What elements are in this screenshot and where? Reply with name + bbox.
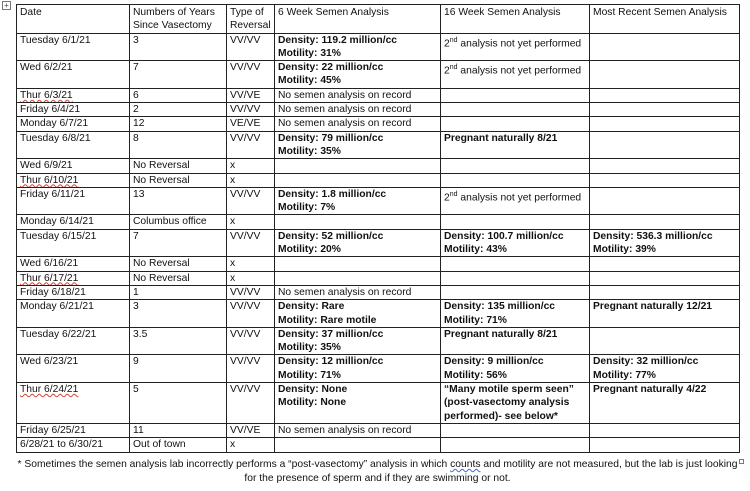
cell-date [17,33,130,61]
cell-16-week-line: 2nd analysis not yet performed [444,190,582,204]
cell-reversal-type: x [227,215,275,229]
cell-16-week-line: Density: 9 million/cc [444,356,544,368]
cell-6-week-line: Density: None [278,384,348,396]
cell-date [17,215,130,229]
col-header-date: Date [17,5,130,34]
cell-date-text: 6/28/21 to 6/30/21 [20,439,104,451]
cell-6-week-line: Motility: 71% [278,369,341,381]
cell-years: 9 [130,355,227,383]
cell-6-week-line: Motility: None [278,397,347,409]
col-header-type: Type of Reversal [227,5,275,34]
cell-years: No Reversal [130,257,227,271]
cell-6-week-line: Density: 1.8 million/cc [278,188,387,200]
cell-date-text: Wed 6/2/21 [20,62,73,74]
cell-years: 11 [130,424,227,438]
cell-16-week-line: Pregnant naturally 8/21 [444,132,558,144]
cell-16-week-line: Density: 135 million/cc [444,301,556,313]
cell-16-week-line: Motility: 71% [444,314,507,326]
col-header-6-week: 6 Week Semen Analysis [275,5,441,34]
cell-6-week-line: Motility: 35% [278,145,341,157]
cell-years: Columbus office [130,215,227,229]
cell-most-recent-line: Pregnant naturally 4/22 [593,384,707,396]
cell-most-recent [590,131,740,159]
footnote: * Sometimes the semen analysis lab incorrectly performs a “post-vasectomy” analysis in which counts and motility are not measured, but the lab is just looking for the presence of sperm and if they are swimming or not. [17,459,738,484]
cell-6-week [275,355,441,383]
cell-6-week-line: Density: 79 million/cc [278,132,384,144]
cell-reversal-type: VE/VE [227,117,275,131]
col-header-16-week: 16 Week Semen Analysis [441,5,590,34]
cell-6-week [275,215,441,229]
cell-years: 2 [130,103,227,117]
cell-6-week [275,131,441,159]
cell-date [17,103,130,117]
table-row [17,88,740,102]
cell-date [17,187,130,215]
col-header-most-recent: Most Recent Semen Analysis [590,5,740,34]
cell-date-text: Friday 6/25/21 [20,425,86,437]
cell-date-text: Monday 6/14/21 [20,216,94,228]
cell-most-recent [590,187,740,215]
cell-most-recent [590,215,740,229]
cell-date [17,300,130,328]
cell-6-week-line: Density: 37 million/cc [278,328,384,340]
table-row [17,173,740,187]
cell-16-week [441,159,590,173]
cell-reversal-type: VV/VV [227,103,275,117]
cell-16-week-line: Motility: 43% [444,244,507,256]
table-row [17,61,740,89]
cell-16-week [441,424,590,438]
table-row [17,327,740,355]
cell-years: 5 [130,383,227,424]
cell-6-week-line: No semen analysis on record [278,286,412,298]
cell-most-recent-line: Motility: 39% [593,244,656,256]
cell-6-week [275,187,441,215]
cell-most-recent [590,327,740,355]
col-header-years: Numbers of Years Since Vasectomy [130,5,227,34]
cell-16-week [441,438,590,452]
cell-date-text: Thur 6/24/21 [20,384,79,396]
cell-most-recent [590,271,740,285]
table-row [17,257,740,271]
cell-16-week-line: Pregnant naturally 8/21 [444,328,558,340]
cell-years: 3 [130,300,227,328]
cell-date-text: Friday 6/4/21 [20,104,81,116]
cell-most-recent-line: Density: 536.3 million/cc [593,230,713,242]
cell-reversal-type: VV/VV [227,327,275,355]
cell-16-week [441,103,590,117]
cell-6-week-line: Motility: 45% [278,75,341,87]
cell-date-text: Friday 6/11/21 [20,188,86,200]
table-row [17,438,740,452]
cell-16-week [441,117,590,131]
table-row [17,187,740,215]
table-move-handle-icon[interactable]: + [2,1,11,10]
cell-years: No Reversal [130,271,227,285]
cell-reversal-type: VV/VV [227,229,275,257]
cell-6-week-line: Density: Rare [278,301,345,313]
cell-6-week [275,229,441,257]
cell-6-week-line: Motility: 35% [278,342,341,354]
table-body [17,33,740,452]
cell-reversal-type: VV/VE [227,424,275,438]
cell-6-week-line: No semen analysis on record [278,118,412,130]
cell-reversal-type: x [227,159,275,173]
cell-6-week-line: Motility: 31% [278,47,341,59]
cell-date [17,285,130,299]
cell-6-week [275,33,441,61]
cell-6-week-line: No semen analysis on record [278,425,412,437]
table-row [17,300,740,328]
cell-years: 8 [130,131,227,159]
cell-6-week-line: Motility: Rare motile [278,314,377,326]
cell-date-text: Thur 6/17/21 [20,272,79,284]
table-row [17,383,740,424]
cell-6-week-line: Density: 22 million/cc [278,62,384,74]
cell-date [17,424,130,438]
cell-date-text: Monday 6/21/21 [20,301,94,313]
table-row [17,271,740,285]
cell-years: No Reversal [130,173,227,187]
cell-years: 6 [130,88,227,102]
cell-reversal-type: VV/VV [227,33,275,61]
table-row [17,285,740,299]
cell-years: 3 [130,33,227,61]
cell-6-week [275,61,441,89]
cell-years: No Reversal [130,159,227,173]
cell-reversal-type: VV/VV [227,383,275,424]
cell-date [17,355,130,383]
cell-most-recent [590,103,740,117]
cell-most-recent [590,173,740,187]
cell-most-recent [590,300,740,328]
cell-16-week-line: 2nd analysis not yet performed [444,64,582,77]
cell-16-week [441,285,590,299]
cell-16-week [441,300,590,328]
cell-most-recent [590,33,740,61]
cell-date [17,383,130,424]
cell-16-week [441,215,590,229]
cell-16-week [441,131,590,159]
cell-years: 3.5 [130,327,227,355]
cell-years: 12 [130,117,227,131]
cell-years: 7 [130,229,227,257]
cell-6-week-line: Motility: 20% [278,244,341,256]
cell-16-week [441,33,590,61]
table-row [17,215,740,229]
cell-6-week [275,300,441,328]
cell-date-text: Tuesday 6/22/21 [20,328,97,340]
cell-date-text: Thur 6/10/21 [20,174,79,186]
table-row [17,131,740,159]
table-row [17,424,740,438]
table-row [17,103,740,117]
header-row [17,5,740,34]
cell-years: 7 [130,61,227,89]
cell-date-text: Tuesday 6/8/21 [20,132,91,144]
cell-6-week-line: No semen analysis on record [278,104,412,116]
cell-years: 13 [130,187,227,215]
semen-analysis-table [16,4,740,453]
cell-reversal-type: VV/VV [227,131,275,159]
cell-reversal-type: VV/VV [227,61,275,89]
cell-most-recent [590,383,740,424]
cell-most-recent-line: Pregnant naturally 12/21 [593,301,713,313]
cell-date [17,88,130,102]
cell-6-week [275,159,441,173]
cell-reversal-type: VV/VV [227,300,275,328]
cell-6-week-line: Density: 52 million/cc [278,230,384,242]
cell-date [17,117,130,131]
cell-16-week [441,61,590,89]
table-resize-handle-icon[interactable] [739,459,744,464]
cell-reversal-type: x [227,438,275,452]
cell-most-recent [590,424,740,438]
cell-6-week-line: Motility: 7% [278,202,336,214]
cell-16-week-line: “Many motile sperm seen” (post-vasectomy analysis performed)- see below* [444,384,574,422]
cell-most-recent [590,88,740,102]
cell-6-week [275,271,441,285]
cell-6-week [275,438,441,452]
cell-reversal-type: VV/VV [227,187,275,215]
cell-reversal-type: VV/VV [227,355,275,383]
cell-most-recent-line: Motility: 77% [593,369,656,381]
cell-16-week [441,88,590,102]
table-row [17,117,740,131]
cell-reversal-type: VV/VV [227,285,275,299]
cell-most-recent [590,355,740,383]
cell-date-text: Tuesday 6/15/21 [20,230,97,242]
cell-16-week [441,383,590,424]
cell-most-recent [590,229,740,257]
cell-date-text: Friday 6/18/21 [20,286,86,298]
cell-16-week-line: Density: 100.7 million/cc [444,230,564,242]
cell-16-week [441,187,590,215]
cell-6-week [275,103,441,117]
cell-date [17,173,130,187]
cell-date [17,271,130,285]
cell-most-recent [590,285,740,299]
cell-most-recent [590,159,740,173]
cell-16-week [441,355,590,383]
table-row [17,33,740,61]
cell-16-week [441,257,590,271]
cell-16-week [441,173,590,187]
table-row [17,229,740,257]
cell-years: Out of town [130,438,227,452]
cell-date-text: Wed 6/16/21 [20,258,79,270]
cell-6-week [275,257,441,271]
cell-date [17,327,130,355]
cell-16-week-line: Motility: 56% [444,369,507,381]
cell-date-text: Thur 6/3/21 [20,89,73,101]
cell-16-week [441,271,590,285]
cell-reversal-type: x [227,173,275,187]
table-row [17,355,740,383]
cell-reversal-type: x [227,271,275,285]
cell-6-week [275,173,441,187]
cell-date [17,257,130,271]
cell-6-week [275,88,441,102]
cell-years: 1 [130,285,227,299]
cell-date [17,438,130,452]
cell-date-text: Wed 6/9/21 [20,160,73,172]
cell-date [17,131,130,159]
cell-reversal-type: x [227,257,275,271]
cell-date [17,159,130,173]
cell-date [17,61,130,89]
cell-6-week [275,327,441,355]
cell-16-week [441,229,590,257]
cell-date-text: Tuesday 6/1/21 [20,34,91,46]
cell-date-text: Wed 6/23/21 [20,356,79,368]
cell-most-recent [590,257,740,271]
cell-most-recent [590,61,740,89]
cell-most-recent [590,438,740,452]
cell-most-recent-line: Density: 32 million/cc [593,356,699,368]
cell-6-week [275,117,441,131]
cell-6-week-line: No semen analysis on record [278,89,412,101]
cell-6-week [275,424,441,438]
cell-16-week [441,327,590,355]
cell-reversal-type: VV/VE [227,88,275,102]
table-row [17,159,740,173]
cell-date [17,229,130,257]
cell-most-recent [590,117,740,131]
cell-6-week-line: Density: 119.2 million/cc [278,34,398,46]
cell-date-text: Monday 6/7/21 [20,118,89,130]
cell-6-week-line: Density: 12 million/cc [278,356,384,368]
cell-16-week-line: 2nd analysis not yet performed [444,36,582,50]
cell-6-week [275,285,441,299]
cell-6-week [275,383,441,424]
